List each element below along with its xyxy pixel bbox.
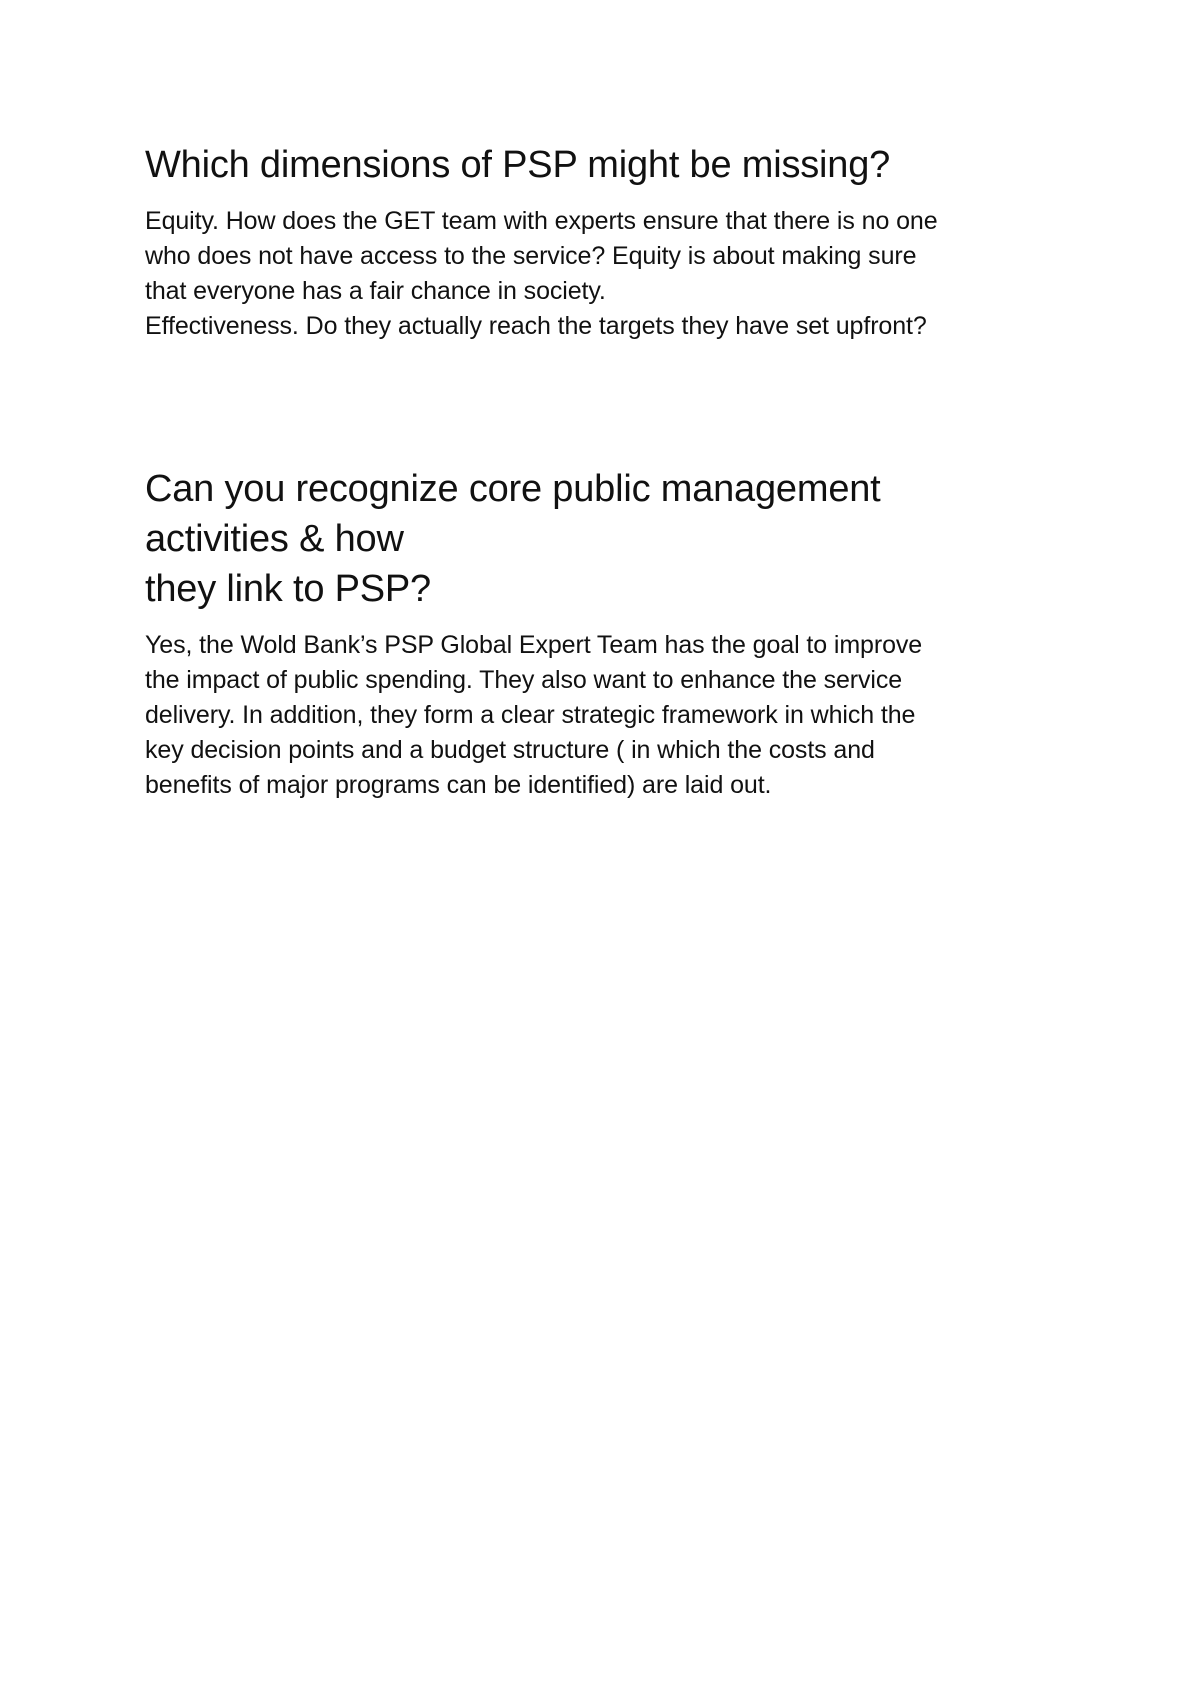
paragraph-line: Yes, the Wold Bank’s PSP Global Expert Team has the goal to improve	[145, 631, 923, 659]
paragraph-line: key decision points and a budget structure ( in which the costs and	[145, 736, 875, 764]
paragraph-line: who does not have access to the service? Equity is about making sure	[145, 242, 917, 270]
section-paragraph	[145, 628, 1075, 803]
section-core-management	[145, 464, 1075, 803]
heading-line: Which dimensions of PSP might be missing?	[145, 144, 891, 186]
heading-line: activities & how	[145, 518, 404, 560]
page-content	[145, 140, 1075, 803]
paragraph-line: delivery. In addition, they form a clear strategic framework in which the	[145, 701, 916, 729]
section-paragraph	[145, 204, 1075, 344]
section-missing-dimensions	[145, 140, 1075, 344]
section-heading	[145, 464, 1075, 614]
paragraph-line: that everyone has a fair chance in society.	[145, 277, 606, 305]
heading-line: they link to PSP?	[145, 568, 431, 610]
paragraph-line: Effectiveness. Do they actually reach the targets they have set upfront?	[145, 312, 927, 340]
section-heading	[145, 140, 1075, 190]
heading-line: Can you recognize core public management	[145, 468, 881, 510]
paragraph-line: benefits of major programs can be identified) are laid out.	[145, 771, 772, 799]
paragraph-line: Equity. How does the GET team with experts ensure that there is no one	[145, 207, 938, 235]
paragraph-line: the impact of public spending. They also want to enhance the service	[145, 666, 903, 694]
